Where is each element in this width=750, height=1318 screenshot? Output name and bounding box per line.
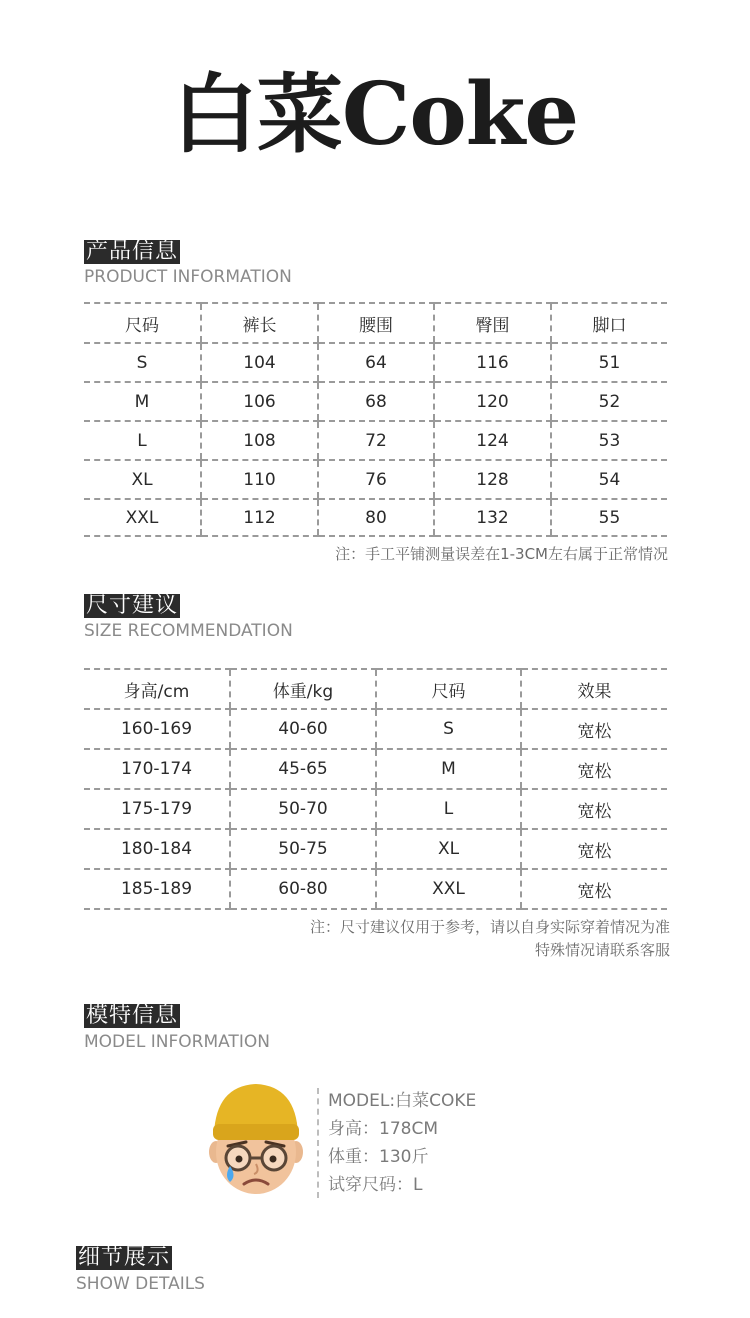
table-cell: 宽松 — [521, 789, 667, 829]
table-cell: 64 — [318, 343, 434, 382]
table-cell: 104 — [201, 343, 318, 382]
table-row — [84, 749, 667, 789]
model-weight: 体重：130斤 — [328, 1147, 429, 1167]
table-cell: 180-184 — [84, 829, 230, 869]
table-cell: 132 — [434, 499, 551, 536]
table-cell: 宽松 — [521, 869, 667, 909]
table-row — [84, 709, 667, 749]
table-cell: 175-179 — [84, 789, 230, 829]
measurement-note: 注：手工平铺测量误差在1-3CM左右属于正常情况 — [335, 545, 668, 563]
table-cell: 50-75 — [230, 829, 376, 869]
table-row — [84, 421, 667, 460]
table-row — [84, 789, 667, 829]
table-row — [84, 869, 667, 909]
table-cell: 55 — [551, 499, 667, 536]
recommendation-note-line2: 特殊情况请联系客服 — [534, 941, 670, 959]
table-cell: 76 — [318, 460, 434, 499]
table-row — [84, 499, 667, 536]
model-size: 试穿尺码：L — [328, 1175, 423, 1195]
table-row — [84, 460, 667, 499]
table-cell: XXL — [376, 869, 521, 909]
table-cell: 51 — [551, 343, 667, 382]
table-cell: 124 — [434, 421, 551, 460]
model-height: 身高：178CM — [328, 1119, 438, 1139]
product-info-title: 产品信息 — [86, 239, 179, 264]
table-cell: XL — [376, 829, 521, 869]
memoji-avatar-icon — [206, 1078, 306, 1196]
product-info-subtitle: PRODUCT INFORMATION — [84, 267, 292, 287]
table-cell: 宽松 — [521, 709, 667, 749]
table-header-cell: 臀围 — [434, 303, 551, 343]
table-row — [84, 343, 667, 382]
table-cell: 106 — [201, 382, 318, 421]
recommendation-note-line1: 注：尺寸建议仅用于参考，请以自身实际穿着情况为准 — [309, 918, 670, 936]
table-header-cell: 体重/kg — [230, 669, 376, 709]
size-recommendation-title: 尺寸建议 — [86, 593, 179, 618]
table-cell: 108 — [201, 421, 318, 460]
size-recommendation-table — [84, 668, 667, 910]
table-cell: 宽松 — [521, 749, 667, 789]
table-cell: M — [84, 382, 201, 421]
table-header-cell: 脚口 — [551, 303, 667, 343]
table-header-cell: 效果 — [521, 669, 667, 709]
table-cell: L — [84, 421, 201, 460]
table-cell: XXL — [84, 499, 201, 536]
table-header-cell: 尺码 — [84, 303, 201, 343]
table-cell: 45-65 — [230, 749, 376, 789]
table-cell: 54 — [551, 460, 667, 499]
table-cell: 68 — [318, 382, 434, 421]
table-cell: 112 — [201, 499, 318, 536]
product-size-table — [84, 302, 667, 537]
table-row — [84, 829, 667, 869]
table-cell: S — [376, 709, 521, 749]
table-header-cell: 裤长 — [201, 303, 318, 343]
table-cell: 170-174 — [84, 749, 230, 789]
size-recommendation-subtitle: SIZE RECOMMENDATION — [84, 621, 293, 641]
table-cell: XL — [84, 460, 201, 499]
table-header-cell: 身高/cm — [84, 669, 230, 709]
table-cell: 40-60 — [230, 709, 376, 749]
table-cell: 116 — [434, 343, 551, 382]
table-header-row — [84, 669, 667, 709]
table-row — [84, 382, 667, 421]
table-cell: 宽松 — [521, 829, 667, 869]
table-cell: M — [376, 749, 521, 789]
table-cell: 185-189 — [84, 869, 230, 909]
table-cell: 52 — [551, 382, 667, 421]
table-cell: 53 — [551, 421, 667, 460]
table-cell: 110 — [201, 460, 318, 499]
model-name: MODEL:白菜COKE — [328, 1091, 477, 1111]
table-cell: 60-80 — [230, 869, 376, 909]
table-cell: 160-169 — [84, 709, 230, 749]
brand-title: 白菜Coke — [171, 64, 579, 165]
table-cell: 50-70 — [230, 789, 376, 829]
details-title: 细节展示 — [78, 1245, 171, 1270]
table-cell: 128 — [434, 460, 551, 499]
table-header-cell: 腰围 — [318, 303, 434, 343]
table-header-cell: 尺码 — [376, 669, 521, 709]
table-cell: 120 — [434, 382, 551, 421]
table-header-row — [84, 303, 667, 343]
details-subtitle: SHOW DETAILS — [76, 1274, 205, 1294]
model-info-title: 模特信息 — [86, 1003, 179, 1028]
table-cell: 80 — [318, 499, 434, 536]
table-cell: L — [376, 789, 521, 829]
model-info-subtitle: MODEL INFORMATION — [84, 1032, 270, 1052]
model-info-divider — [317, 1088, 319, 1198]
table-cell: 72 — [318, 421, 434, 460]
table-cell: S — [84, 343, 201, 382]
